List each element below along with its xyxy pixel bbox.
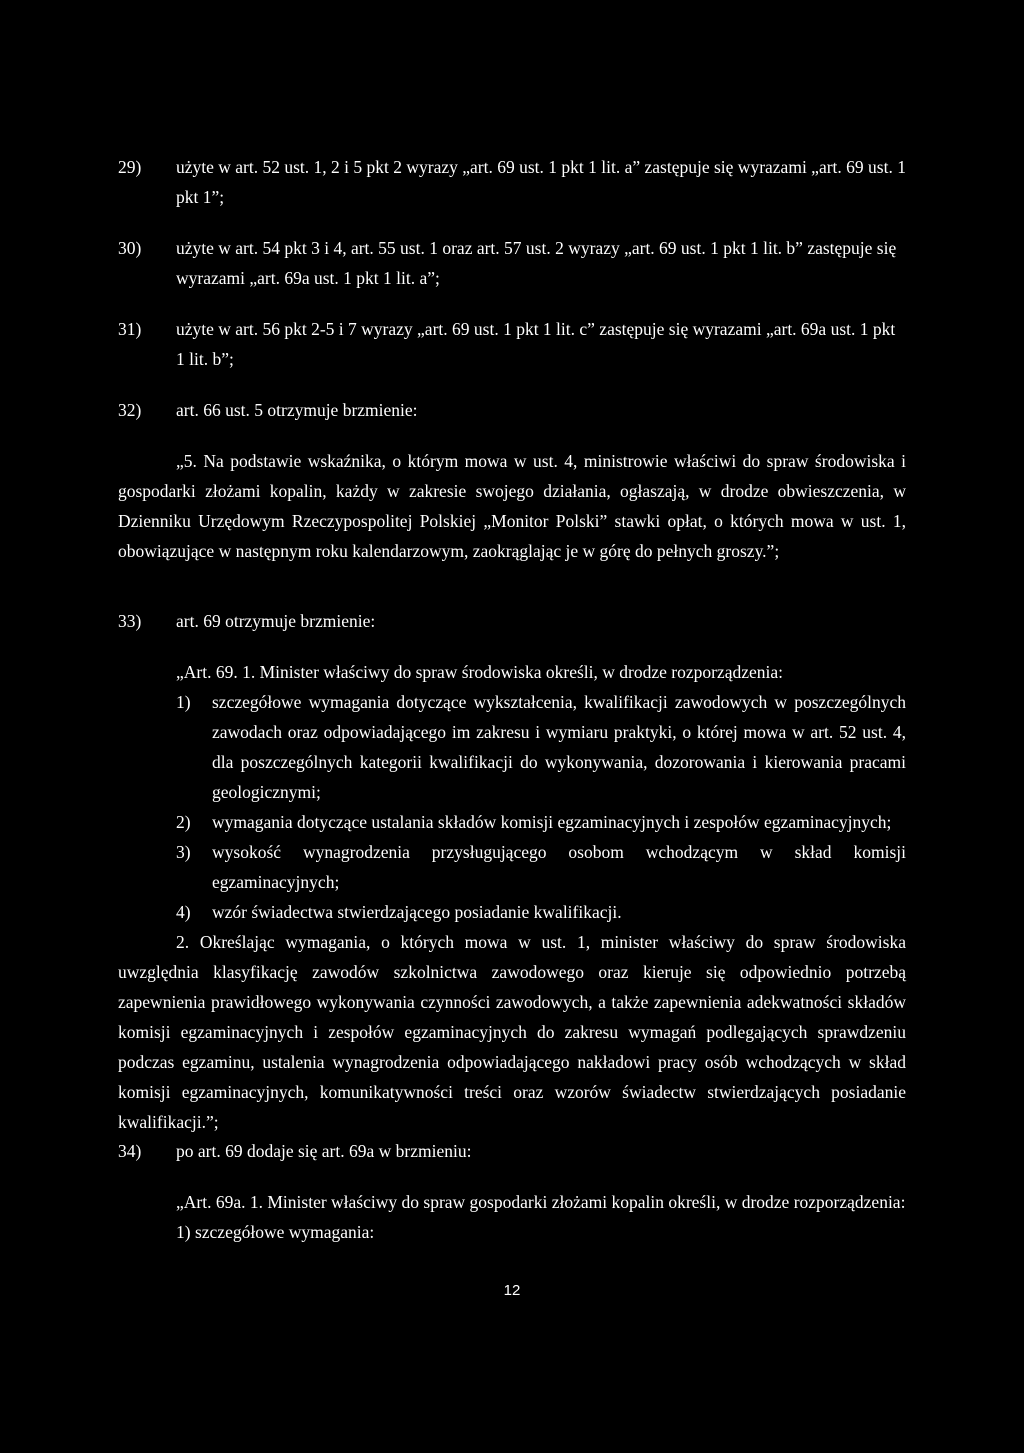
point-number: 4)	[176, 902, 191, 922]
article-point	[118, 687, 906, 807]
point-text: wzór świadectwa stwierdzającego posiadanie kwalifikacji.	[212, 902, 622, 922]
point-text: wymagania dotyczące ustalania składów komisji egzaminacyjnych i zespołów egzaminacyjnych;	[212, 812, 892, 832]
list-item-34	[118, 1136, 908, 1166]
list-item-29	[118, 152, 908, 212]
item-number: 29)	[118, 157, 142, 177]
point-number: 2)	[176, 812, 191, 832]
article-point	[118, 897, 906, 927]
article-intro: „Art. 69. 1. Minister właściwy do spraw środowiska określi, w drodze rozporządzenia:	[176, 662, 783, 682]
item-text: użyte w art. 52 ust. 1, 2 i 5 pkt 2 wyrazy „art. 69 ust. 1 pkt 1 lit. a” zastępuje się wyrazami „art. 69 ust. 1 pkt 1”;	[176, 157, 906, 207]
quoted-text: „5. Na podstawie wskaźnika, o którym mowa w ust. 4, ministrowie właściwi do spraw środowiska i gospodarki złożami kopalin, każdy w zakresie swojego działania, ogłaszają, w drodze obwieszczenia, w Dzienniku Urzędowym Rzeczypospolitej Polskiej „Monitor Polski” stawki opłat, o których mowa w ust. 1, obowiązujące w następnym roku kalendarzowym, zaokrąglając je w górę do pełnych groszy.”;	[118, 451, 906, 561]
article-intro: „Art. 69a. 1. Minister właściwy do spraw gospodarki złożami kopalin określi, w drodze rozporządzenia:	[176, 1192, 906, 1212]
article-point	[118, 837, 906, 897]
item-text: art. 69 otrzymuje brzmienie:	[176, 611, 376, 631]
article-point	[118, 807, 906, 837]
point-text: wysokość wynagrodzenia przysługującego osobom wchodzącym w skład komisji egzaminacyjnych;	[212, 842, 906, 892]
item-number: 33)	[118, 611, 142, 631]
quoted-article-69	[118, 657, 906, 1137]
item-text: użyte w art. 56 pkt 2-5 i 7 wyrazy „art. 69 ust. 1 pkt 1 lit. c” zastępuje się wyrazami „art. 69a ust. 1 pkt 1 lit. b”;	[176, 319, 896, 369]
item-number: 31)	[118, 319, 142, 339]
list-item-33	[118, 606, 908, 636]
point-text: szczegółowe wymagania dotyczące wykształcenia, kwalifikacji zawodowych w poszczególnych zawodach oraz odpowiadającego im zakresu i wymiaru praktyki, o której mowa w art. 52 ust. 4, dla poszczególnych kategorii kwalifikacji do wykonywania, dozorowania i kierowania pracami geologicznymi;	[212, 692, 906, 802]
item-number: 30)	[118, 238, 142, 258]
list-item-31	[118, 314, 908, 374]
item-text: użyte w art. 54 pkt 3 i 4, art. 55 ust. 1 oraz art. 57 ust. 2 wyrazy „art. 69 ust. 1 pkt 1 lit. b” zastępuje się wyrazami „art. 69a ust. 1 pkt 1 lit. a”;	[176, 238, 897, 288]
item-text: po art. 69 dodaje się art. 69a w brzmieniu:	[176, 1141, 472, 1161]
item-text: art. 66 ust. 5 otrzymuje brzmienie:	[176, 400, 418, 420]
item-number: 34)	[118, 1141, 142, 1161]
article-paragraph-2: 2. Określając wymagania, o których mowa w ust. 1, minister właściwy do spraw środowiska uwzględnia klasyfikację zawodów szkolnictwa zawodowego oraz kieruje się odpowiednio potrzebą zapewnienia prawidłowego wykonywania czynności zawodowych, a także zapewnienia adekwatności składów komisji egzaminacyjnych i zespołów egzaminacyjnych do zakresu wymagań podlegających sprawdzeniu podczas egzaminu, ustalenia wynagrodzenia odpowiadającego nakładowi pracy osób wchodzących w skład komisji egzaminacyjnych, komunikatywności treści oraz wzorów świadectw stwierdzających posiadanie kwalifikacji.”;	[118, 932, 906, 1132]
article-point: 1) szczegółowe wymagania:	[176, 1222, 375, 1242]
quoted-article-69a	[118, 1187, 906, 1247]
point-number: 1)	[176, 692, 191, 712]
list-item-30	[118, 233, 908, 293]
list-item-32	[118, 395, 908, 425]
point-number: 3)	[176, 842, 191, 862]
page-number: 12	[503, 1282, 521, 1299]
item-number: 32)	[118, 400, 142, 420]
quoted-paragraph-5	[118, 446, 906, 566]
